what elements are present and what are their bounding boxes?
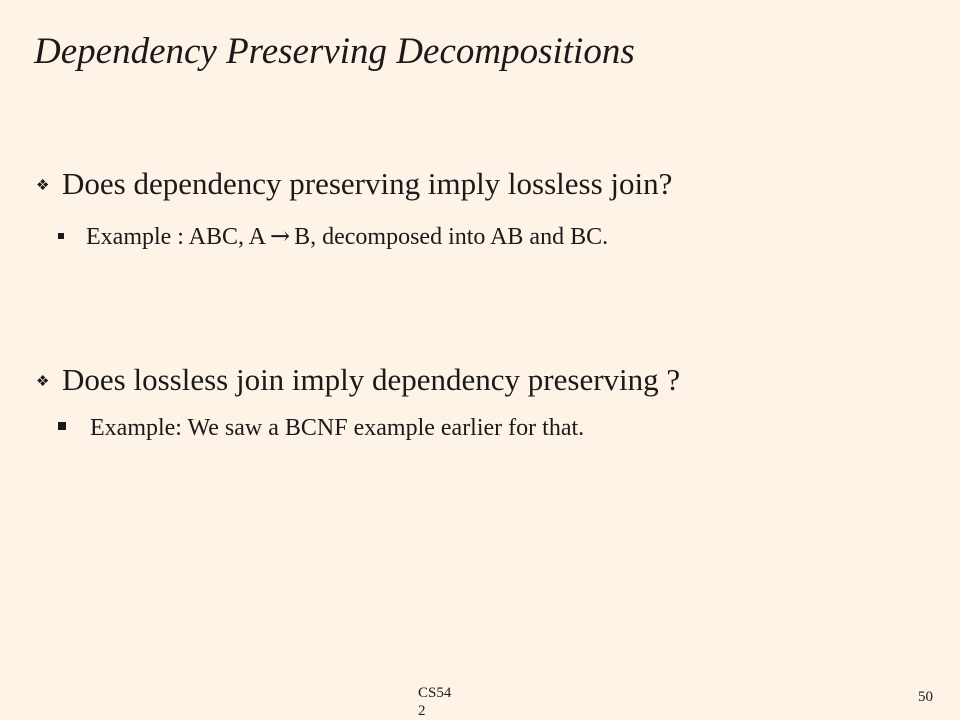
slide-title: Dependency Preserving Decompositions: [34, 31, 635, 72]
square-bullet-icon: [58, 422, 66, 430]
diamond-bullet-icon: ❖: [36, 178, 50, 194]
bullet-text: Does dependency preserving imply lossless join?: [62, 166, 673, 201]
square-bullet-icon: [58, 233, 64, 239]
bullet-item: [34, 166, 672, 202]
sub-bullet-prefix: Example : ABC, A: [86, 224, 266, 250]
footer-page-number: 50: [918, 689, 933, 705]
diamond-bullet-icon: ❖: [36, 374, 50, 390]
footer-course: CS54 2: [418, 685, 452, 719]
sub-bullet-suffix: B, decomposed into AB and BC.: [294, 224, 609, 250]
sub-bullet-text: Example: We saw a BCNF example earlier for that.: [90, 415, 585, 441]
right-arrow-icon: →: [270, 222, 291, 250]
bullet-item: [34, 362, 680, 398]
sub-bullet-item: [58, 415, 584, 442]
sub-bullet-item: [58, 222, 608, 251]
bullet-text: Does lossless join imply dependency preserving ?: [62, 362, 681, 397]
